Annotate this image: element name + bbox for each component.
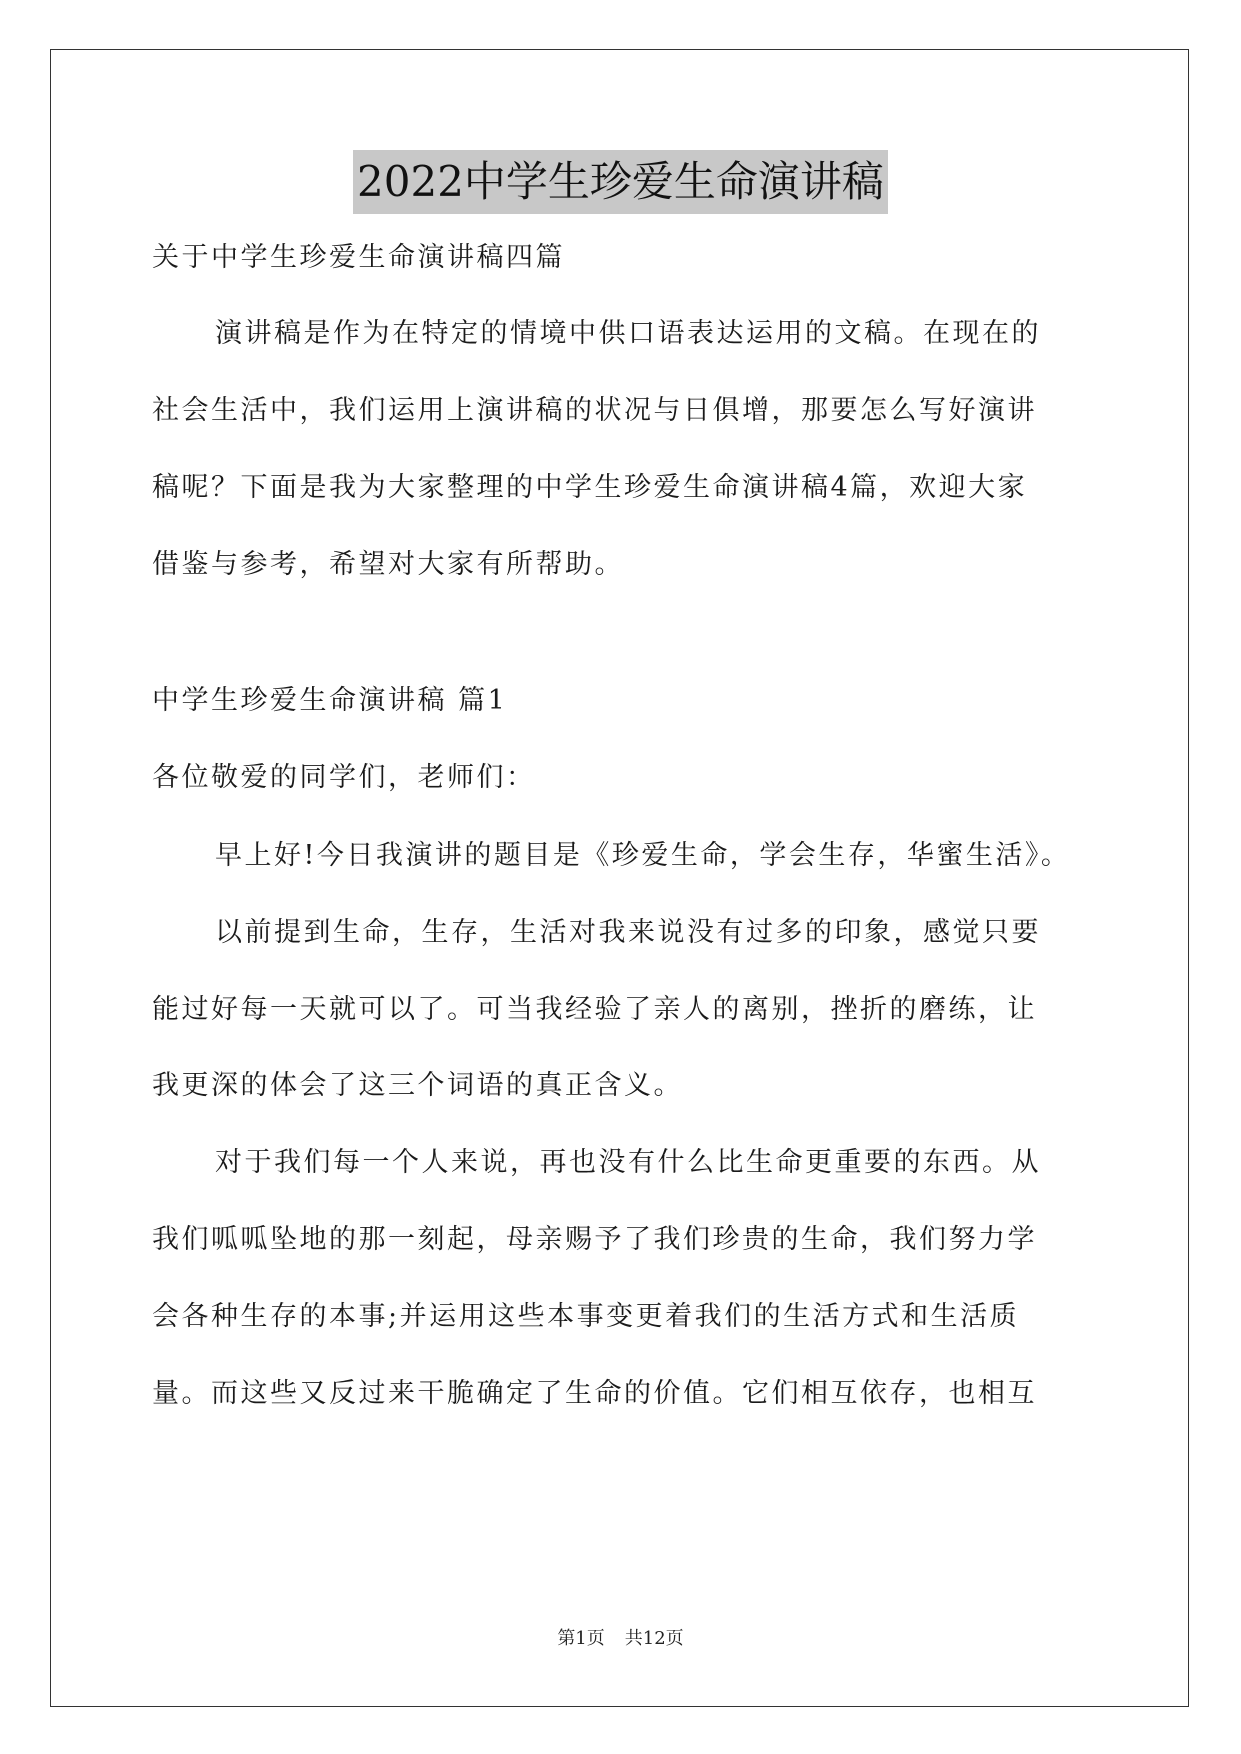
section-heading: 中学生珍爱生命演讲稿 篇1 — [152, 685, 508, 716]
title-container — [0, 150, 1241, 214]
body-line-6: 我们呱呱坠地的那一刻起，母亲赐予了我们珍贵的生命，我们努力学 — [152, 1224, 1037, 1255]
intro-line-1: 演讲稿是作为在特定的情境中供口语表达运用的文稿。在现在的 — [215, 318, 1041, 349]
body-line-8: 量。而这些又反过来干脆确定了生命的价值。它们相互依存，也相互 — [152, 1378, 1037, 1409]
greeting-line: 各位敬爱的同学们，老师们： — [152, 762, 536, 793]
page-footer — [0, 1624, 1241, 1650]
intro-line-4: 借鉴与参考，希望对大家有所帮助。 — [152, 549, 624, 580]
document-title: 2022中学生珍爱生命演讲稿 — [353, 150, 888, 214]
body-line-2: 以前提到生命，生存，生活对我来说没有过多的印象，感觉只要 — [215, 917, 1041, 948]
body-line-4: 我更深的体会了这三个词语的真正含义。 — [152, 1070, 683, 1101]
body-line-5: 对于我们每一个人来说，再也没有什么比生命更重要的东西。从 — [215, 1147, 1041, 1178]
intro-line-2: 社会生活中，我们运用上演讲稿的状况与日俱增，那要怎么写好演讲 — [152, 395, 1037, 426]
body-line-1: 早上好!今日我演讲的题目是《珍爱生命，学会生存，华蜜生活》。 — [215, 840, 1071, 871]
page-total: 共12页 — [624, 1628, 684, 1649]
document-subtitle: 关于中学生珍爱生命演讲稿四篇 — [152, 242, 565, 273]
body-line-3: 能过好每一天就可以了。可当我经验了亲人的离别，挫折的磨练，让 — [152, 994, 1037, 1025]
body-line-7: 会各种生存的本事;并运用这些本事变更着我们的生活方式和生活质 — [152, 1301, 1020, 1332]
page-border — [50, 49, 1189, 1707]
intro-line-3: 稿呢？下面是我为大家整理的中学生珍爱生命演讲稿4篇，欢迎大家 — [152, 472, 1028, 503]
page-number: 第1页 — [557, 1628, 605, 1649]
